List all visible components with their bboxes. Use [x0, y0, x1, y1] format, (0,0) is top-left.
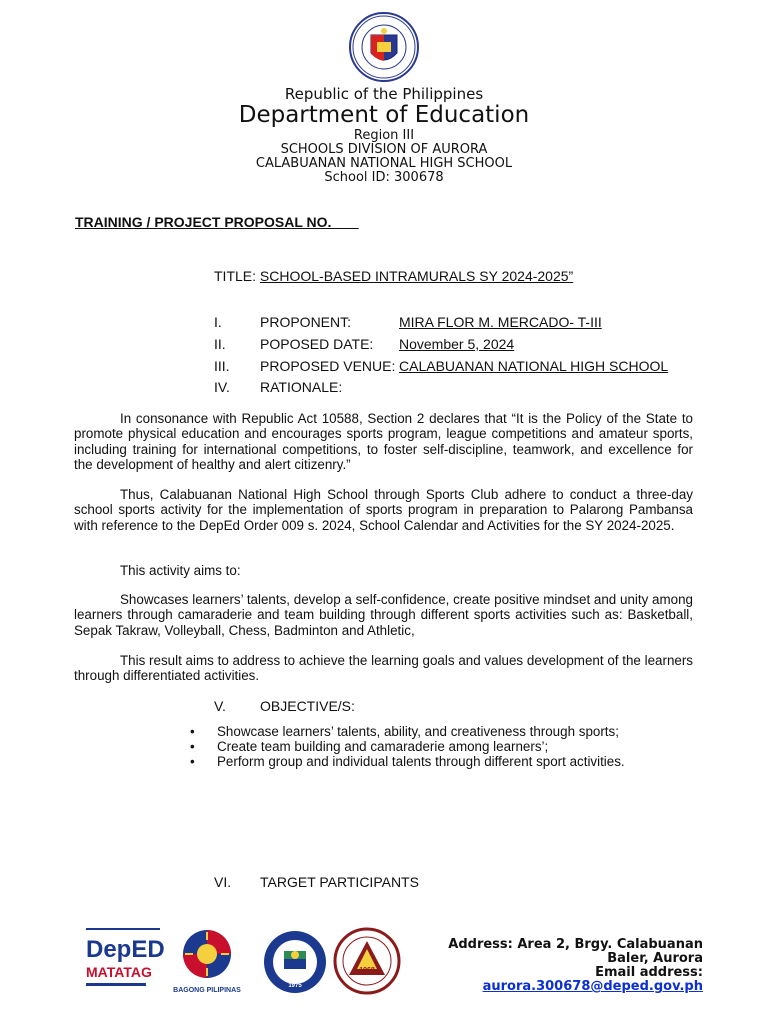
objective-item: Perform group and individual talents through different sport activities.: [217, 754, 625, 769]
school-id-line: School ID: 300678: [324, 170, 444, 185]
region-line: Region III: [353, 128, 415, 143]
target-label: TARGET PARTICIPANTS: [260, 874, 419, 890]
item-value: CALABUANAN NATIONAL HIGH SCHOOL: [399, 358, 669, 374]
bullet-icon: •: [190, 739, 195, 754]
email-label: Email address:: [595, 965, 703, 980]
bullet-icon: •: [190, 754, 195, 769]
item-label: PROPOSED VENUE:: [260, 358, 396, 374]
matatag-logo-text: MATATAG: [86, 964, 152, 980]
division-line: SCHOOLS DIVISION OF AURORA: [280, 142, 488, 157]
department-title: Department of Education: [238, 102, 530, 128]
deped-logo-text: DepED: [86, 936, 165, 963]
result-paragraph: This result aims to address to achieve the learning goals and values development of the learners through differentiated activities.: [74, 653, 693, 684]
address-line-2: Baler, Aurora: [607, 951, 703, 966]
bagong-pilipinas-text: BAGONG PILIPINAS: [173, 987, 241, 994]
item-num: I.: [214, 314, 222, 330]
school-seal-year: 1968: [359, 967, 375, 974]
title-value: SCHOOL-BASED INTRAMURALS SY 2024-2025”: [259, 268, 574, 284]
item-num: III.: [214, 358, 230, 374]
school-line: CALABUANAN NATIONAL HIGH SCHOOL: [255, 156, 513, 171]
proposal-number-blank: [331, 214, 358, 230]
item-value: MIRA FLOR M. MERCADO- T-III: [399, 314, 602, 330]
objective-item: Create team building and camaraderie among learners’;: [217, 739, 549, 754]
division-seal-year: 1975: [288, 983, 302, 989]
deped-seal: [349, 9, 419, 85]
bullet-icon: •: [190, 724, 195, 739]
objectives-label: OBJECTIVE/S:: [260, 698, 355, 714]
republic-line: Republic of the Philippines: [284, 85, 484, 103]
proposal-title: [214, 268, 573, 284]
email-link[interactable]: aurora.300678@deped.gov.ph: [482, 979, 703, 994]
objectives-num: V.: [214, 698, 226, 714]
item-num: IV.: [214, 379, 230, 395]
rationale-paragraph-2: Thus, Calabuanan National High School through Sports Club adhere to conduct a three-day school sports activity for the implementation of sports program in preparation to Palarong Pambansa with reference to the DepEd Order 009 s. 2024, School Calendar and Activities for the SY 2024-2025.: [74, 487, 693, 533]
item-value: November 5, 2024: [399, 336, 515, 352]
objective-item: Showcase learners’ talents, ability, and creativeness through sports;: [217, 724, 619, 739]
address-line-1: Address: Area 2, Brgy. Calabuanan: [448, 937, 703, 952]
item-label: POPOSED DATE:: [260, 336, 374, 352]
aims-intro: This activity aims to:: [120, 563, 241, 578]
school-seal: [333, 927, 401, 995]
bagong-pilipinas-logo: [172, 926, 242, 992]
division-seal: [262, 929, 328, 995]
item-label: RATIONALE:: [260, 379, 343, 395]
deped-matatag-logo: [86, 926, 165, 996]
proposal-number-label: TRAINING / PROJECT PROPOSAL NO.: [75, 214, 332, 230]
target-num: VI.: [214, 874, 232, 890]
proposal-number-heading: [75, 214, 359, 230]
item-num: II.: [214, 336, 226, 352]
rationale-paragraph-1: In consonance with Republic Act 10588, Section 2 declares that “It is the Policy of the State to promote physical education and encourages sports program, league competitions and amateur sports, including training for international competitions, to foster self-discipline, teamwork, and excellence for the development of healthy and alert citizenry.”: [74, 411, 693, 472]
title-label: TITLE:: [214, 268, 257, 284]
item-label: PROPONENT:: [260, 314, 352, 330]
aims-paragraph: Showcases learners’ talents, develop a self-confidence, create positive mindset and unity among learners through camaraderie and team building through different sports activities such as: Basketball, Sepak Takraw, Volleyball, Chess, Badminton and Athletic,: [74, 592, 693, 638]
